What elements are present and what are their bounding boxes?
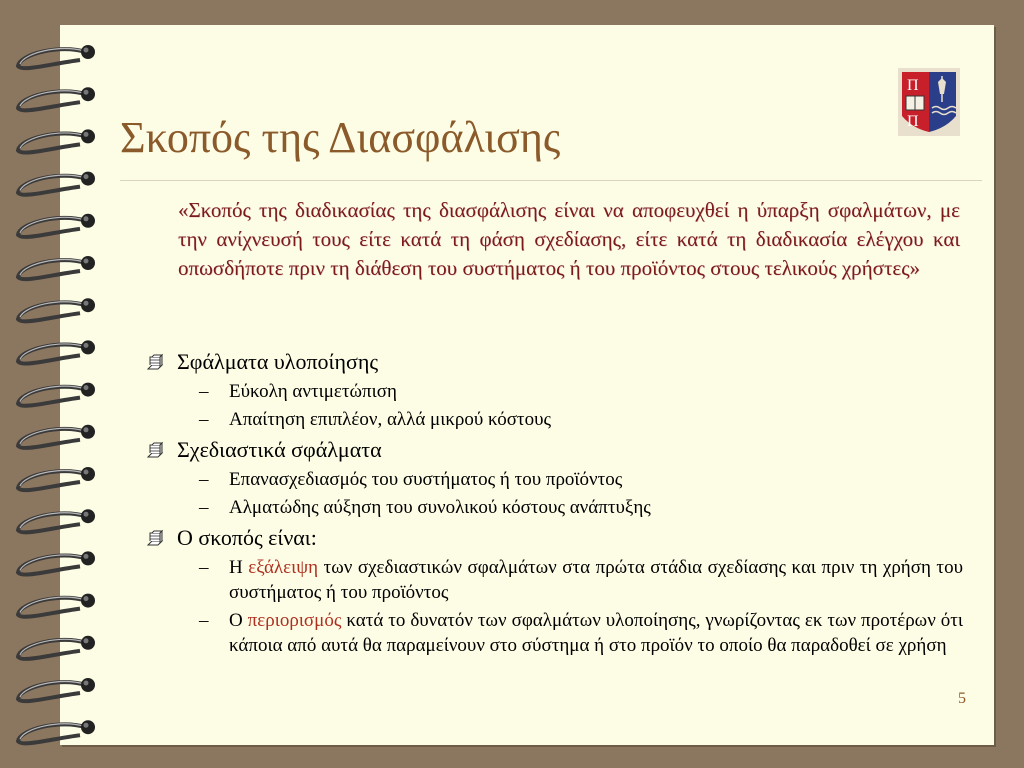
sub-bullet-text: κατά το δυνατόν των σφαλμάτων υλοποίησης, γνωρίζοντας εκ των προτέρων ότι κάποια από αυτά θα παραμείνουν στο σύστημα ή στο προϊόν το οποίο θα παραδοθεί σε χρήση: [229, 610, 963, 656]
spiral-ring-icon: [18, 340, 95, 363]
dash-bullet: –: [199, 381, 209, 402]
spiral-ring-icon: [18, 720, 95, 743]
sub-bullet-text: Ο: [229, 610, 248, 631]
slide-title: Σκοπός της Διασφάλισης: [120, 113, 561, 162]
sub-bullet-item: [145, 608, 963, 658]
sub-bullet-item: [145, 407, 963, 432]
spiral-binding: [0, 0, 110, 768]
spiral-ring-icon: [18, 678, 95, 701]
sub-bullet-item: [145, 495, 963, 520]
books-stack-icon: [145, 441, 165, 461]
logo-letter-bottom: Π: [907, 113, 919, 130]
highlighted-term: περιορισμός: [247, 610, 342, 631]
sub-bullet-item: [145, 467, 963, 492]
dash-bullet: –: [199, 610, 209, 631]
dash-bullet: –: [199, 469, 209, 490]
spiral-ring-icon: [18, 87, 95, 110]
spiral-ring-icon: [18, 425, 95, 448]
spiral-ring-icon: [18, 594, 95, 617]
spiral-ring-icon: [18, 214, 95, 237]
sub-bullet-item: [145, 555, 963, 605]
bullet-item: [145, 348, 963, 376]
spiral-ring-icon: [18, 256, 95, 279]
sub-bullet-text: Εύκολη αντιμετώπιση: [229, 381, 397, 402]
highlighted-term: εξάλειψη: [248, 557, 319, 578]
bullet-item: [145, 524, 963, 552]
logo-letter-top: Π: [907, 77, 919, 94]
spiral-ring-icon: [18, 383, 95, 406]
bullet-item: [145, 436, 963, 464]
dash-bullet: –: [199, 557, 209, 578]
spiral-ring-icon: [18, 551, 95, 574]
spiral-ring-icon: [18, 298, 95, 321]
sub-bullet-item: [145, 379, 963, 404]
spiral-ring-icon: [18, 129, 95, 152]
sub-bullet-text: Επανασχεδιασμός του συστήματος ή του προϊόντος: [229, 469, 623, 490]
bullet-label: Σφάλματα υλοποίησης: [177, 349, 379, 374]
definition-quote: «Σκοπός της διαδικασίας της διασφάλισης είναι να αποφευχθεί η ύπαρξη σφαλμάτων, με την ανίχνευσή τους είτε κατά τη φάση σχεδίασης, είτε κατά τη διαδικασία ελέγχου και οπωσδήποτε πριν τη διάθεση του συστήματος ή του προϊόντος στους τελικούς χρήστες»: [178, 198, 960, 280]
sub-bullet-text: Απαίτηση επιπλέον, αλλά μικρού κόστους: [229, 409, 551, 430]
books-stack-icon: [145, 529, 165, 549]
spiral-ring-icon: [18, 636, 95, 659]
bullet-list: [145, 344, 963, 658]
dash-bullet: –: [199, 497, 209, 518]
books-stack-icon: [145, 353, 165, 373]
spiral-ring-icon: [18, 172, 95, 195]
university-logo: [898, 68, 960, 136]
sub-bullet-text: των σχεδιαστικών σφαλμάτων στα πρώτα στάδια σχεδίασης και πριν τη χρήση του συστήματος ή του προϊόντος: [229, 557, 963, 603]
spiral-ring-icon: [18, 45, 95, 68]
spiral-ring-icon: [18, 467, 95, 490]
dash-bullet: –: [199, 409, 209, 430]
bullet-label: Ο σκοπός είναι:: [177, 525, 317, 550]
spiral-ring-icon: [18, 509, 95, 532]
bullet-label: Σχεδιαστικά σφάλματα: [177, 437, 382, 462]
title-divider: [120, 180, 982, 181]
sub-bullet-text: Η: [229, 557, 249, 578]
page-number: 5: [958, 690, 966, 707]
sub-bullet-text: Αλματώδης αύξηση του συνολικού κόστους ανάπτυξης: [229, 497, 651, 518]
